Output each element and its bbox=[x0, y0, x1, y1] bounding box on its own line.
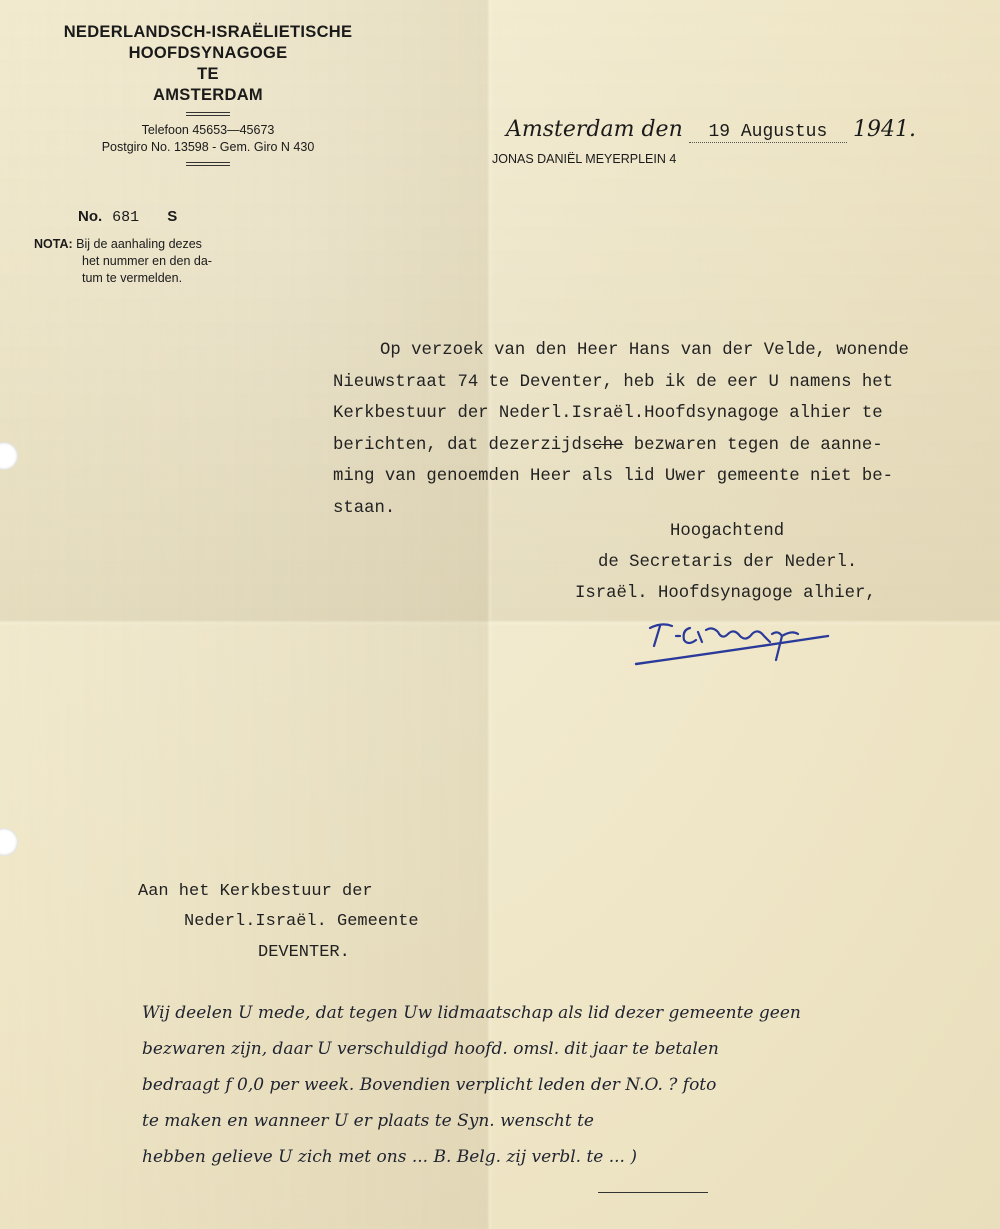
letterhead-line1: NEDERLANDSCH-ISRAËLIETISCHE bbox=[63, 23, 353, 41]
closing-title2: Israël. Hoofdsynagoge alhier, bbox=[575, 584, 876, 603]
handwritten-line: Wij deelen U mede, dat tegen Uw lidmaatschap als lid dezer gemeente geen bbox=[142, 1003, 801, 1023]
letterhead-rule-bottom bbox=[186, 162, 230, 166]
handwritten-line: bezwaren zijn, daar U verschuldigd hoofd. omsl. dit jaar te betalen bbox=[142, 1039, 719, 1059]
handwritten-line: bedraagt f 0,0 per week. Bovendien verplicht leden der N.O. ? foto bbox=[142, 1075, 717, 1095]
letter-body bbox=[333, 335, 1000, 524]
letterhead bbox=[20, 22, 396, 172]
recipient-line3: DEVENTER. bbox=[258, 943, 350, 962]
date-day-month-field bbox=[689, 116, 847, 143]
nota-label: NOTA: bbox=[34, 237, 73, 251]
signature bbox=[632, 612, 842, 676]
date-place: Amsterdam den bbox=[506, 117, 683, 142]
letterhead-rule-top bbox=[186, 112, 230, 116]
punch-hole-upper bbox=[0, 442, 18, 470]
handwritten-underline bbox=[598, 1192, 708, 1193]
reference-value: 681 bbox=[112, 209, 140, 226]
date-year: 1941. bbox=[853, 117, 916, 142]
date-day-month: 19 Augustus bbox=[708, 122, 828, 142]
closing-greeting: Hoogachtend bbox=[670, 522, 785, 541]
body-line: Kerkbestuur der Nederl.Israël.Hoofdsynagoge alhier te bbox=[333, 404, 883, 423]
nota-line3: tum te vermelden. bbox=[82, 271, 183, 285]
body-line: Op verzoek van den Heer Hans van der Velde, wonende bbox=[380, 341, 909, 360]
nota-line2: het nummer en den da- bbox=[82, 254, 212, 268]
recipient-line1: Aan het Kerkbestuur der bbox=[138, 882, 373, 901]
recipient-line2: Nederl.Israël. Gemeente bbox=[184, 912, 419, 931]
letterhead-line4: AMSTERDAM bbox=[153, 86, 263, 104]
nota-line1: Bij de aanhaling dezes bbox=[76, 237, 202, 251]
handwritten-line: te maken en wanneer U er plaats te Syn. wenscht te bbox=[142, 1111, 594, 1131]
date-line bbox=[506, 116, 916, 143]
reference-label: No. bbox=[78, 208, 103, 225]
letterhead-postgiro: Postgiro No. 13598 - Gem. Giro N 430 bbox=[101, 140, 315, 154]
body-line4-end: bezwaren tegen de aanne- bbox=[623, 435, 883, 455]
body-line: staan. bbox=[333, 498, 396, 518]
sender-address: JONAS DANIËL MEYERPLEIN 4 bbox=[492, 152, 677, 166]
letterhead-telefoon: Telefoon 45653—45673 bbox=[141, 123, 275, 137]
letterhead-line3: TE bbox=[197, 65, 219, 83]
reference-number bbox=[78, 208, 177, 226]
body-line bbox=[333, 430, 1000, 462]
body-line: ming van genoemden Heer als lid Uwer gemeente niet be- bbox=[333, 467, 894, 486]
closing-title1: de Secretaris der Nederl. bbox=[598, 553, 858, 572]
body-line: Nieuwstraat 74 te Deventer, heb ik de eer U namens het bbox=[333, 372, 894, 392]
handwritten-line: hebben gelieve U zich met ons ... B. Belg. zij verbl. te ... ) bbox=[142, 1147, 637, 1167]
body-line4-start: berichten, dat dezerzijds bbox=[333, 435, 593, 455]
letterhead-line2: HOOFDSYNAGOGE bbox=[128, 44, 288, 62]
struck-text: che bbox=[592, 435, 624, 455]
punch-hole-lower bbox=[0, 828, 18, 856]
reference-suffix: S bbox=[167, 208, 178, 225]
handwritten-note bbox=[142, 995, 982, 1175]
nota-block bbox=[34, 236, 212, 287]
